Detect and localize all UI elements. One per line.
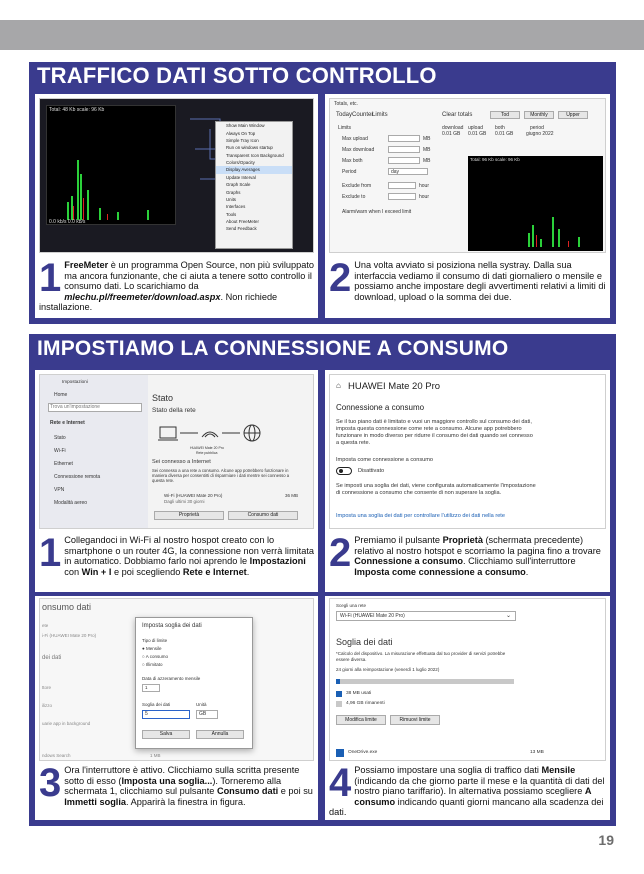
freemeter-screenshot [39,98,314,253]
usage-progress-bar [336,679,514,684]
radio-unlimited[interactable]: ○ Illimitato [142,662,163,667]
nav-item[interactable]: Connessione remota [54,474,101,480]
max-both-field[interactable] [388,157,420,164]
home-icon: ⌂ [336,381,341,390]
data-limit-screenshot: Scegli una rete Wi-Fi (HUAWEI Mate 20 Pro) ⌄ Soglia dei dati *Calcolo del dispositivo. La misurazione effettuata dal tuo provider di servizi potrebbe essere diversa. 24 giorni alla reimpostazione (venerdì 1 luglio 2022) 38 MB usati 4,96 GB rimanenti Modifica limite Rimuovi limite OneDrive.exe 13 MB [329,598,606,761]
top-gray-bar [0,20,644,50]
used-legend-swatch [336,691,342,697]
threshold-dialog: Imposta soglia dei dati Tipo di limite ● Mensile ○ A consumo ○ Illimitato Data di azzeramento mensile 1 Soglia dei dati Unità 5 GB Salva Annulla [135,617,253,749]
context-menu [215,121,293,249]
tab[interactable]: Counter [352,112,374,118]
step-panel-2 [325,370,610,592]
nav-item[interactable]: Stato [54,435,66,441]
edit-limit-button[interactable]: Modifica limite [336,715,386,725]
data-threshold-dialog-screenshot: onsumo dati ete i-Fi (HUAWEI Mate 20 Pro) dei dati ttore ilizzo uarie app in background ndows Search 1 MB Imposta soglia dei dati Tipo di limite ● Mensile ○ A consumo ○ Illimitato Data di azzeramento mensile 1 Soglia dei dati Unità 5 GB Salva Annulla [39,598,314,761]
step-caption: 2 Una volta avviato si posiziona nella systray. Dalla sua interfaccia vediamo il consumo di dati giornaliero o mensile e possiamo anche impostare degli avvertimenti relativi a limiti di download, upload o la somma dei due. [329,256,606,302]
menu-item[interactable]: Run on windows startup [226,145,273,151]
menu-item[interactable]: Tools [226,211,237,217]
radio-monthly[interactable]: ● Mensile [142,646,162,651]
menu-item[interactable]: About FreeMeter [226,219,259,225]
section-connessione [29,334,616,826]
onedrive-icon [336,749,344,757]
tab[interactable]: Limits [372,112,388,118]
button[interactable]: Upper [558,111,588,119]
network-diagram-icon [158,423,268,445]
alarm-checkbox[interactable]: Alarm/warn when I exceed limit [342,209,412,215]
radio-metered[interactable]: ○ A consumo [142,654,168,659]
step-caption: 2 Premiamo il pulsante Proprietà (schermata precedente) relativo al nostro hotspot e scorriamo la pagina fino a trovare Connessione a consumo. Clicchiamo sull'interruttore Imposta come connessione a consumo. [329,531,601,577]
cancel-button[interactable]: Annulla [196,730,244,739]
menu-item[interactable]: Simple Tray Icon [226,137,259,143]
page-heading: Stato [152,393,174,403]
threshold-input[interactable] [142,710,190,719]
chevron-down-icon: ⌄ [506,613,512,619]
nav-item[interactable]: Modalità aereo [54,500,88,506]
step-panel-3 [35,596,318,820]
properties-button[interactable]: Proprietà [154,511,224,520]
mini-graph: Total: 96 Kb scale: 96 Kb [468,156,603,251]
data-usage-button[interactable]: Consumo dati [228,511,298,520]
metered-toggle[interactable] [336,467,352,475]
menu-item[interactable]: Show Main Window [226,123,265,129]
menu-item[interactable]: Update Interval [226,174,256,180]
menu-item[interactable]: Transparent Icon Background [226,152,284,158]
step-panel-4 [325,596,610,820]
checkbox-label[interactable]: Clear totals [442,112,473,118]
menu-item[interactable]: Always On Top [226,130,256,136]
menu-item[interactable]: Graph Scale [226,182,251,188]
step-caption: 1 FreeMeter è un programma Open Source, non più sviluppato ma ancora funzionante, che ci aiuta a tenere sotto controllo il consumo dati. Lo scarichiamo da mlechu.pl/freemeter/download.aspx. Non richiede installazione. [39,256,314,313]
step-panel-2 [325,94,610,318]
section-traffico [29,62,616,324]
usage-progress-fill [336,679,340,684]
exclude-to-field[interactable] [388,193,416,200]
save-button[interactable]: Salva [142,730,190,739]
menu-item[interactable]: Display Averages [216,166,292,173]
menu-item[interactable]: Units [226,196,237,202]
menu-item[interactable]: Send Feedback [226,226,257,232]
step-panel-1 [35,94,318,318]
menu-item[interactable]: Interfaces [226,204,246,210]
menu-item[interactable]: Graphs [226,189,241,195]
max-upload-field[interactable] [388,135,420,142]
step-panel-1 [35,370,318,592]
button[interactable]: Tod [490,111,520,119]
tab[interactable]: Today [336,112,353,118]
home-link[interactable]: Home [54,392,68,398]
section-title: IMPOSTIAMO LA CONNESSIONE A CONSUMO [37,337,509,360]
nav-item[interactable]: Wi-Fi [54,448,66,454]
remaining-legend-swatch [336,701,342,707]
set-data-limit-link[interactable]: Imposta una soglia dei dati per controllare l'utilizzo dei dati nella rete [336,513,505,519]
step-caption: 3 Ora l'interruttore è attivo. Clicchiamo sulla scritta presente sotto di esso (Imposta una soglia...). Torneremo alla schermata 1, clicchiamo sul pulsante Consumo dati e poi su Immetti soglia. Apparirà la finestra in figura. [39,761,313,807]
settings-screenshot: Impostazioni Home Trova un'impostazione Rete e Internet Stato Wi-Fi Ethernet Connessione remota VPN Modalità aereo Stato Stato della rete HUAWEI Mate 20 Pro Rete pubblica Sei connesso a Internet Sei connesso a una rete a consumo. Alcune app potrebbero funzionare in maniera diversa per consentirti di risparmiare i dati mentre sei connesso a questa rete. Wi-Fi (HUAWEI Mate 20 Pro) Dagli ultimi 30 giorni 36 MB Proprietà Consumo dati [39,374,314,529]
step-caption: 4 Possiamo impostare una soglia di traffico dati Mensile (indicando da che giorno parte il mese e la quantità di dati del nostro piano tariffario). In alternativa possiamo scegliere A consumo indicando quanti giorni mancano alla scadenza dei dati. [329,761,605,818]
page-number: 19 [598,832,614,848]
remove-limit-button[interactable]: Rimuovi limite [390,715,440,725]
exclude-from-field[interactable] [388,182,416,189]
button[interactable]: Monthly [524,111,554,119]
step-caption: 1 Collegandoci in Wi-Fi al nostro hospot creato con lo smartphone o un router 4G, la connessione non verrà limitata in automatico. Dobbiamo farlo noi aprendo le Impostazioni con Win + I e poi scegliendo Rete e Internet. [39,531,314,577]
totals-screenshot: Totals, etc. Today Counter Limits Clear totals Tod Monthly Upper Limits download upload both period 0.01 GB 0.01 GB 0.01 GB giugno 2022 Max upload MB Max download MB Max both MB Period day Exclude from hour Exclude to hour Alarm/warn when I exceed limit Total: 96 Kb scale: 96 Kb [329,98,606,253]
max-download-field[interactable] [388,146,420,153]
nav-item[interactable]: Ethernet [54,461,73,467]
menu-item[interactable]: Colors/Opacity [226,160,255,166]
huawei-settings-screenshot: ⌂ HUAWEI Mate 20 Pro Connessione a consumo Se il tuo piano dati è limitato e vuoi un maggiore controllo sul consumo dei dati, imposta questa connessione come rete a consumo. Alcune app potrebbero funzionare in modo diverso per ridurre il consumo dei dati quando sei connesso a questa rete. Imposta come connessione a consumo Disattivato Se imposti una soglia dei dati, viene configurata automaticamente l'impostazione di connessione a consumo che consente di non superare la soglia. Imposta una soglia dei dati per controllare l'utilizzo dei dati nella rete [329,374,606,529]
section-title: TRAFFICO DATI SOTTO CONTROLLO [37,63,437,88]
nav-item[interactable]: VPN [54,487,65,493]
freemeter-graph: Total: 48 Kb scale: 96 Kb 0.0 kb/s 0.0 kb/s [46,105,176,225]
